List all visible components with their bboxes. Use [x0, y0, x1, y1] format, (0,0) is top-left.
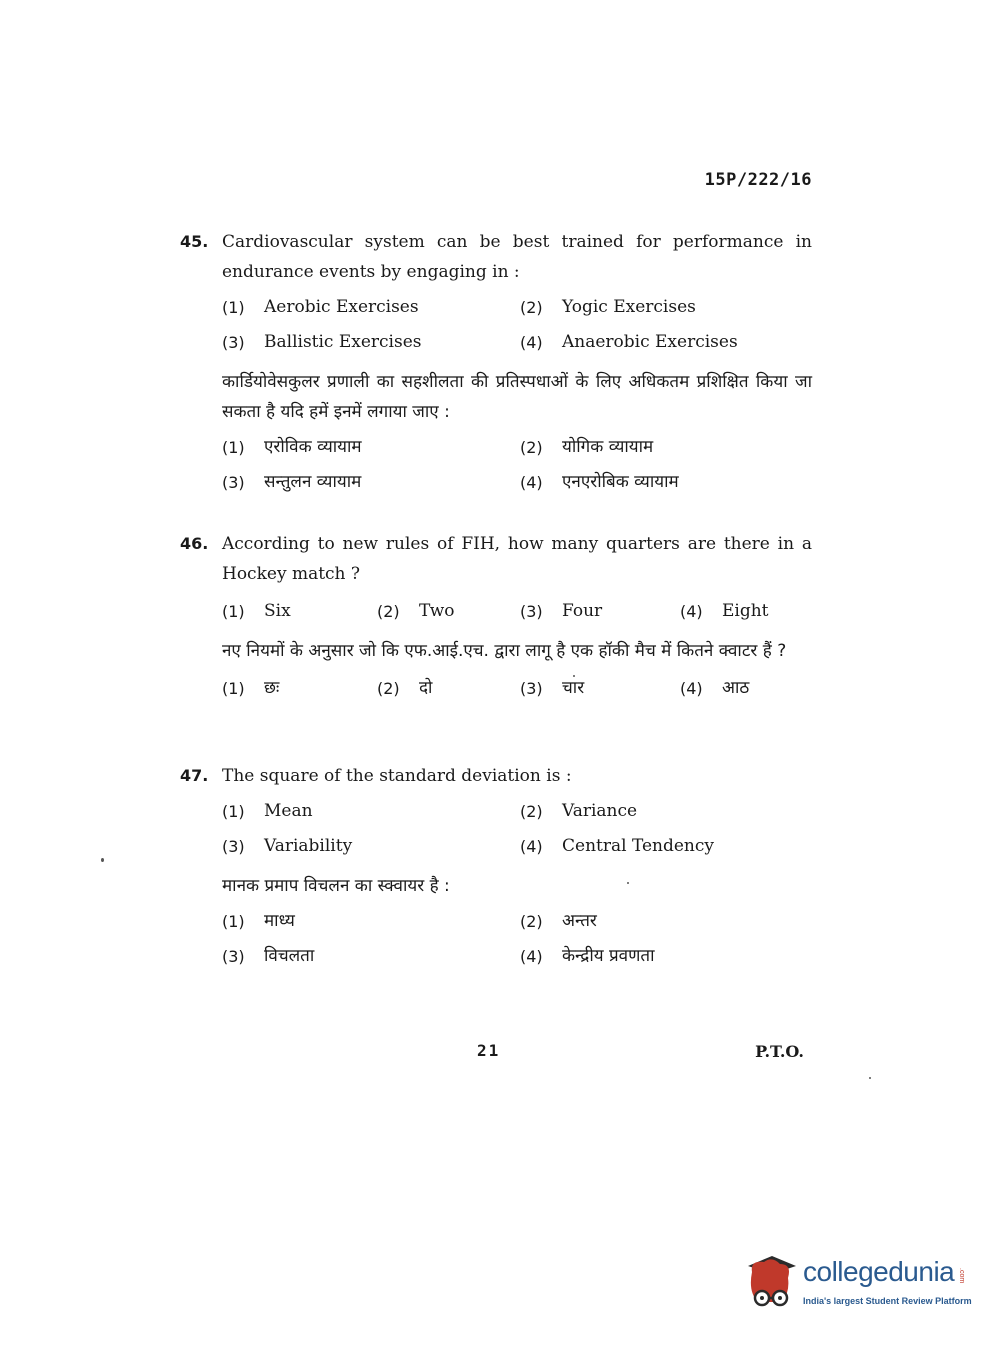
- option-number: (1): [222, 802, 245, 821]
- option-4-hi: [520, 942, 820, 971]
- scan-speck: [869, 1077, 871, 1079]
- question-stem-en: [180, 761, 812, 791]
- option-text: केन्द्रीय प्रवणता: [562, 946, 655, 966]
- option-number: (2): [377, 679, 400, 698]
- options-en: [222, 597, 812, 626]
- option-4: [680, 597, 820, 626]
- option-number: (2): [520, 298, 543, 317]
- option-number: (3): [222, 947, 245, 966]
- option-2: [520, 797, 820, 826]
- option-text: दो: [419, 678, 433, 698]
- option-number: (4): [520, 947, 543, 966]
- option-text: Mean: [264, 801, 313, 821]
- option-text: एरोविक व्यायाम: [264, 437, 362, 457]
- mascot-icon: [742, 1252, 800, 1312]
- option-4: [520, 328, 820, 357]
- option-1: [222, 797, 520, 826]
- option-1-hi: [222, 674, 377, 703]
- options-en: [222, 293, 812, 357]
- option-2: [377, 597, 520, 626]
- option-2-hi: [520, 907, 820, 936]
- option-1-hi: [222, 433, 520, 462]
- option-text: Eight: [722, 601, 769, 621]
- option-text: Anaerobic Exercises: [562, 332, 738, 352]
- option-number: (3): [222, 473, 245, 492]
- option-number: (4): [520, 473, 543, 492]
- option-3-hi: [222, 468, 520, 497]
- option-text: आठ: [722, 678, 750, 698]
- option-text: Yogic Exercises: [562, 297, 696, 317]
- options-hi: [222, 674, 812, 703]
- option-number: (3): [222, 837, 245, 856]
- question-47: [180, 761, 812, 971]
- question-number: 47.: [180, 766, 209, 785]
- question-text-hi: नए नियमों के अनुसार जो कि एफ.आई.एच. द्वारा लागू है एक हॉकी मैच में कितने क्वाटर हैं ?: [222, 641, 787, 661]
- option-number: (1): [222, 438, 245, 457]
- option-number: (1): [222, 602, 245, 621]
- scan-speck: [627, 882, 629, 884]
- options-en: [222, 797, 812, 861]
- option-number: (3): [520, 602, 543, 621]
- question-46: [180, 529, 812, 703]
- option-number: (3): [520, 679, 543, 698]
- option-3-hi: [222, 942, 520, 971]
- option-number: (1): [222, 912, 245, 931]
- option-text: Two: [419, 601, 455, 621]
- option-1: [222, 597, 377, 626]
- question-text-en: The square of the standard deviation is :: [222, 766, 572, 786]
- option-number: (2): [520, 438, 543, 457]
- collegedunia-logo: [742, 1252, 972, 1316]
- option-3: [520, 597, 680, 626]
- option-4-hi: [680, 674, 820, 703]
- option-number: (1): [222, 298, 245, 317]
- option-3: [222, 832, 520, 861]
- option-text: योगिक व्यायाम: [562, 437, 654, 457]
- brand-tagline: India's largest Student Review Platform: [803, 1296, 972, 1306]
- option-text: Aerobic Exercises: [264, 297, 419, 317]
- question-number: 46.: [180, 534, 209, 553]
- question-text-hi: मानक प्रमाप विचलन का स्क्वायर है :: [222, 876, 450, 896]
- option-number: (2): [520, 912, 543, 931]
- option-number: (4): [680, 602, 703, 621]
- scan-speck: [101, 858, 104, 862]
- option-number: (1): [222, 679, 245, 698]
- option-number: (4): [680, 679, 703, 698]
- question-45: [180, 227, 812, 497]
- option-2: [520, 293, 820, 322]
- options-hi: [222, 433, 812, 497]
- option-text: एनएरोबिक व्यायाम: [562, 472, 679, 492]
- option-text: Ballistic Exercises: [264, 332, 422, 352]
- option-4: [520, 832, 820, 861]
- option-text: छः: [264, 678, 280, 698]
- option-text: चार: [562, 678, 585, 698]
- option-text: Variance: [562, 801, 638, 821]
- option-1-hi: [222, 907, 520, 936]
- option-text: Variability: [264, 836, 353, 856]
- option-number: (2): [377, 602, 400, 621]
- option-number: (4): [520, 837, 543, 856]
- option-number: (2): [520, 802, 543, 821]
- option-text: Central Tendency: [562, 836, 714, 856]
- question-stem-en: [180, 529, 812, 589]
- pto-label: P.T.O.: [755, 1042, 804, 1061]
- option-text: सन्तुलन व्यायाम: [264, 472, 362, 492]
- option-text: Four: [562, 601, 603, 621]
- scan-speck: [573, 675, 575, 677]
- option-text: अन्तर: [562, 911, 597, 931]
- option-number: (3): [222, 333, 245, 352]
- option-2-hi: [520, 433, 820, 462]
- question-stem-en: [180, 227, 812, 287]
- brand-suffix: .com: [958, 1268, 965, 1284]
- option-2-hi: [377, 674, 520, 703]
- option-4-hi: [520, 468, 820, 497]
- question-text-en: According to new rules of FIH, how many quarters are there in a Hockey match ?: [222, 534, 812, 584]
- option-text: माध्य: [264, 911, 295, 931]
- option-1: [222, 293, 520, 322]
- option-3-hi: [520, 674, 680, 703]
- option-3: [222, 328, 520, 357]
- question-text-en: Cardiovascular system can be best trained for performance in endurance events by engaging in :: [222, 232, 812, 282]
- option-number: (4): [520, 333, 543, 352]
- options-hi: [222, 907, 812, 971]
- question-text-hi: कार्डियोवेसकुलर प्रणाली का सहशीलता की प्रतिस्पधाओं के लिए अधिकतम प्रशिक्षित किया जा सकता है यदि हमें इनमें लगाया जाए :: [222, 372, 812, 422]
- brand-name: collegedunia: [803, 1256, 955, 1287]
- question-number: 45.: [180, 232, 209, 251]
- paper-code: 15P/222/16: [704, 170, 812, 190]
- option-text: विचलता: [264, 946, 315, 966]
- option-text: Six: [264, 601, 291, 621]
- page-number: 21: [477, 1041, 501, 1060]
